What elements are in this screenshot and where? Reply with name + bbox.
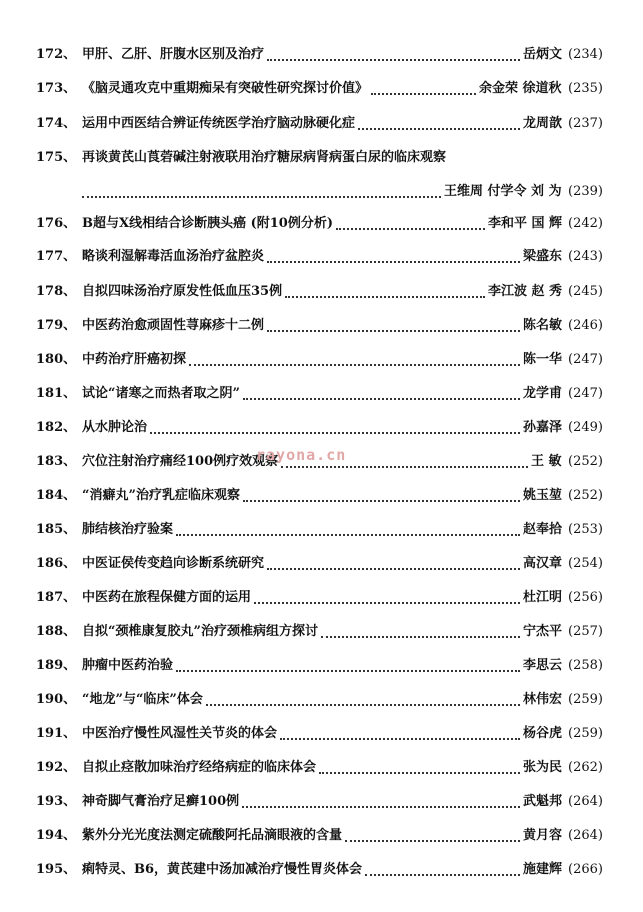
entry-author: 武魁邦 xyxy=(523,794,563,809)
dot-leader xyxy=(358,128,520,130)
toc-entry xyxy=(0,383,643,405)
entry-title: 从水肿论治 xyxy=(82,420,148,435)
entry-number: 180、 xyxy=(36,352,77,367)
entry-page: (252) xyxy=(568,488,603,503)
dot-leader xyxy=(371,93,476,95)
entry-author: 陈一华 xyxy=(523,352,563,367)
entry-page: (264) xyxy=(568,794,603,809)
entry-title: 略谈利湿解毒活血汤治疗盆腔炎 xyxy=(82,249,265,264)
entry-author: 李思云 xyxy=(523,658,563,673)
entry-number: 193、 xyxy=(36,794,77,809)
entry-title: 中医药治愈顽固性荨麻疹十二例 xyxy=(82,318,265,333)
entry-title: 中药治疗肝癌初探 xyxy=(82,352,187,367)
dot-leader xyxy=(319,772,520,774)
entry-number: 187、 xyxy=(36,590,77,605)
entry-page: (239) xyxy=(568,184,603,199)
entry-title: 中医药在旅程保健方面的运用 xyxy=(82,590,252,605)
entry-author: 王维周 付学令 刘 为 xyxy=(444,184,562,199)
entry-author: 梁盛东 xyxy=(523,249,563,264)
entry-number: 173、 xyxy=(36,81,77,96)
entry-title: 运用中西医结合辨证传统医学治疗脑动脉硬化症 xyxy=(82,116,356,131)
entry-number: 176、 xyxy=(36,216,77,231)
entry-title: B超与X线相结合诊断胰头癌 (附10例分析) xyxy=(82,216,333,231)
entry-author: 孙嘉泽 xyxy=(523,420,563,435)
entry-author: 李和平 国 辉 xyxy=(488,216,563,231)
entry-page: (246) xyxy=(568,318,603,333)
entry-page: (243) xyxy=(568,249,603,264)
entry-page: (242) xyxy=(568,216,603,231)
entry-title: 痢特灵、B6，黄芪建中汤加减治疗慢性胃炎体会 xyxy=(82,862,363,877)
entry-author: 黄月容 xyxy=(523,828,563,843)
dot-leader xyxy=(285,296,485,298)
entry-author: 岳炳文 xyxy=(523,47,563,62)
entry-author: 杜江明 xyxy=(523,590,563,605)
entry-number: 185、 xyxy=(36,522,77,537)
toc-entry xyxy=(0,757,643,779)
entry-page: (247) xyxy=(568,352,603,367)
toc-entry xyxy=(0,723,643,745)
dot-leader xyxy=(243,398,520,400)
entry-page: (249) xyxy=(568,420,603,435)
dot-leader xyxy=(345,840,520,842)
entry-number: 191、 xyxy=(36,726,77,741)
entry-title: 试论“诸寒之而热者取之阴” xyxy=(82,386,240,401)
dot-leader xyxy=(243,500,520,502)
entry-number: 195、 xyxy=(36,862,77,877)
dot-leader xyxy=(281,466,528,468)
entry-title: “地龙”与“临床”体会 xyxy=(82,692,203,707)
toc-entry xyxy=(0,825,643,847)
toc-entry xyxy=(0,417,643,439)
toc-entry xyxy=(0,147,643,169)
toc-entry xyxy=(0,859,643,881)
toc-entry xyxy=(0,791,643,813)
toc-entry xyxy=(0,281,643,303)
entry-page: (237) xyxy=(568,116,603,131)
dot-leader xyxy=(176,534,520,536)
entry-page: (266) xyxy=(568,862,603,877)
entry-author: 李江波 赵 秀 xyxy=(488,284,563,299)
entry-page: (235) xyxy=(568,81,603,96)
entry-title: 中医证侯传变趋向诊断系统研究 xyxy=(82,556,265,571)
dot-leader xyxy=(267,261,520,263)
entry-title: 神奇脚气膏治疗足癣100例 xyxy=(82,794,240,809)
entry-title: 中医治疗慢性风湿性关节炎的体会 xyxy=(82,726,278,741)
entry-author: 陈名敏 xyxy=(523,318,563,333)
entry-title: 自拟“颈椎康复胶丸”治疗颈椎病组方探讨 xyxy=(82,624,318,639)
toc-entry xyxy=(0,655,643,677)
entry-number: 189、 xyxy=(36,658,77,673)
toc-entry xyxy=(0,485,643,507)
toc-entry xyxy=(0,519,643,541)
entry-title: 甲肝、乙肝、肝腹水区别及治疗 xyxy=(82,47,265,62)
entry-author: 姚玉堃 xyxy=(523,488,563,503)
entry-title: 自拟止痉散加味治疗经络病症的临床体会 xyxy=(82,760,317,775)
dot-leader xyxy=(267,59,520,61)
entry-title: “消癖丸”治疗乳症临床观察 xyxy=(82,488,240,503)
entry-number: 184、 xyxy=(36,488,77,503)
entry-page: (234) xyxy=(568,47,603,62)
entry-number: 182、 xyxy=(36,420,77,435)
toc-entry xyxy=(0,553,643,575)
dot-leader xyxy=(267,330,520,332)
entry-page: (259) xyxy=(568,726,603,741)
toc-entry xyxy=(0,78,643,100)
entry-author: 林伟宏 xyxy=(523,692,563,707)
entry-author: 赵奉拾 xyxy=(523,522,563,537)
entry-author: 张为民 xyxy=(523,760,563,775)
dot-leader xyxy=(365,874,520,876)
entry-number: 172、 xyxy=(36,47,77,62)
dot-leader xyxy=(336,228,485,230)
entry-title: 肺结核治疗验案 xyxy=(82,522,174,537)
dot-leader xyxy=(321,636,520,638)
toc-entry-continuation xyxy=(0,181,643,203)
entry-number: 192、 xyxy=(36,760,77,775)
toc-entry xyxy=(0,587,643,609)
toc-entry xyxy=(0,44,643,66)
dot-leader xyxy=(280,738,520,740)
entry-page: (256) xyxy=(568,590,603,605)
entry-page: (253) xyxy=(568,522,603,537)
entry-title: 穴位注射治疗痛经100例疗效观察 xyxy=(82,454,279,469)
entry-number: 175、 xyxy=(36,150,77,165)
entry-title: 再谈黄芪山莨菪碱注射液联用治疗糖尿病肾病蛋白尿的临床观察 xyxy=(82,150,447,165)
entry-title: 自拟四味汤治疗原发性低血压35例 xyxy=(82,284,283,299)
toc-entry xyxy=(0,689,643,711)
entry-title: 肿瘤中医药治验 xyxy=(82,658,174,673)
entry-title: 《脑灵通攻克中重期痴呆有突破性研究探讨价值》 xyxy=(82,81,369,96)
toc-entry xyxy=(0,315,643,337)
dot-leader xyxy=(189,364,520,366)
entry-author: 龙学甫 xyxy=(523,386,563,401)
entry-author: 宁杰平 xyxy=(523,624,563,639)
entry-number: 174、 xyxy=(36,116,77,131)
entry-number: 177、 xyxy=(36,249,77,264)
entry-number: 181、 xyxy=(36,386,77,401)
dot-leader xyxy=(254,602,520,604)
entry-author: 杨谷虎 xyxy=(523,726,563,741)
watermark: rayona.cn xyxy=(256,446,347,464)
entry-title: 紫外分光光度法测定硫酸阿托品滴眼液的含量 xyxy=(82,828,343,843)
entry-author: 余金荣 徐道秋 xyxy=(479,81,562,96)
entry-page: (259) xyxy=(568,692,603,707)
toc-entry xyxy=(0,213,643,235)
entry-page: (258) xyxy=(568,658,603,673)
entry-number: 190、 xyxy=(36,692,77,707)
entry-author: 施建辉 xyxy=(523,862,563,877)
entry-page: (264) xyxy=(568,828,603,843)
toc-entry xyxy=(0,246,643,268)
toc-entry xyxy=(0,113,643,135)
entry-number: 178、 xyxy=(36,284,77,299)
entry-number: 183、 xyxy=(36,454,77,469)
dot-leader xyxy=(242,806,520,808)
dot-leader xyxy=(206,704,520,706)
entry-author: 高汉章 xyxy=(523,556,563,571)
dot-leader xyxy=(82,196,441,198)
entry-number: 179、 xyxy=(36,318,77,333)
entry-author: 王 敏 xyxy=(531,454,562,469)
entry-author: 龙周歆 xyxy=(523,116,563,131)
entry-page: (257) xyxy=(568,624,603,639)
entry-page: (247) xyxy=(568,386,603,401)
entry-number: 186、 xyxy=(36,556,77,571)
entry-page: (245) xyxy=(568,284,603,299)
entry-page: (262) xyxy=(568,760,603,775)
entry-number: 188、 xyxy=(36,624,77,639)
toc-entry xyxy=(0,349,643,371)
entry-page: (252) xyxy=(568,454,603,469)
dot-leader xyxy=(150,432,520,434)
toc-entry xyxy=(0,621,643,643)
dot-leader xyxy=(267,568,520,570)
entry-page: (254) xyxy=(568,556,603,571)
entry-number: 194、 xyxy=(36,828,77,843)
dot-leader xyxy=(176,670,520,672)
